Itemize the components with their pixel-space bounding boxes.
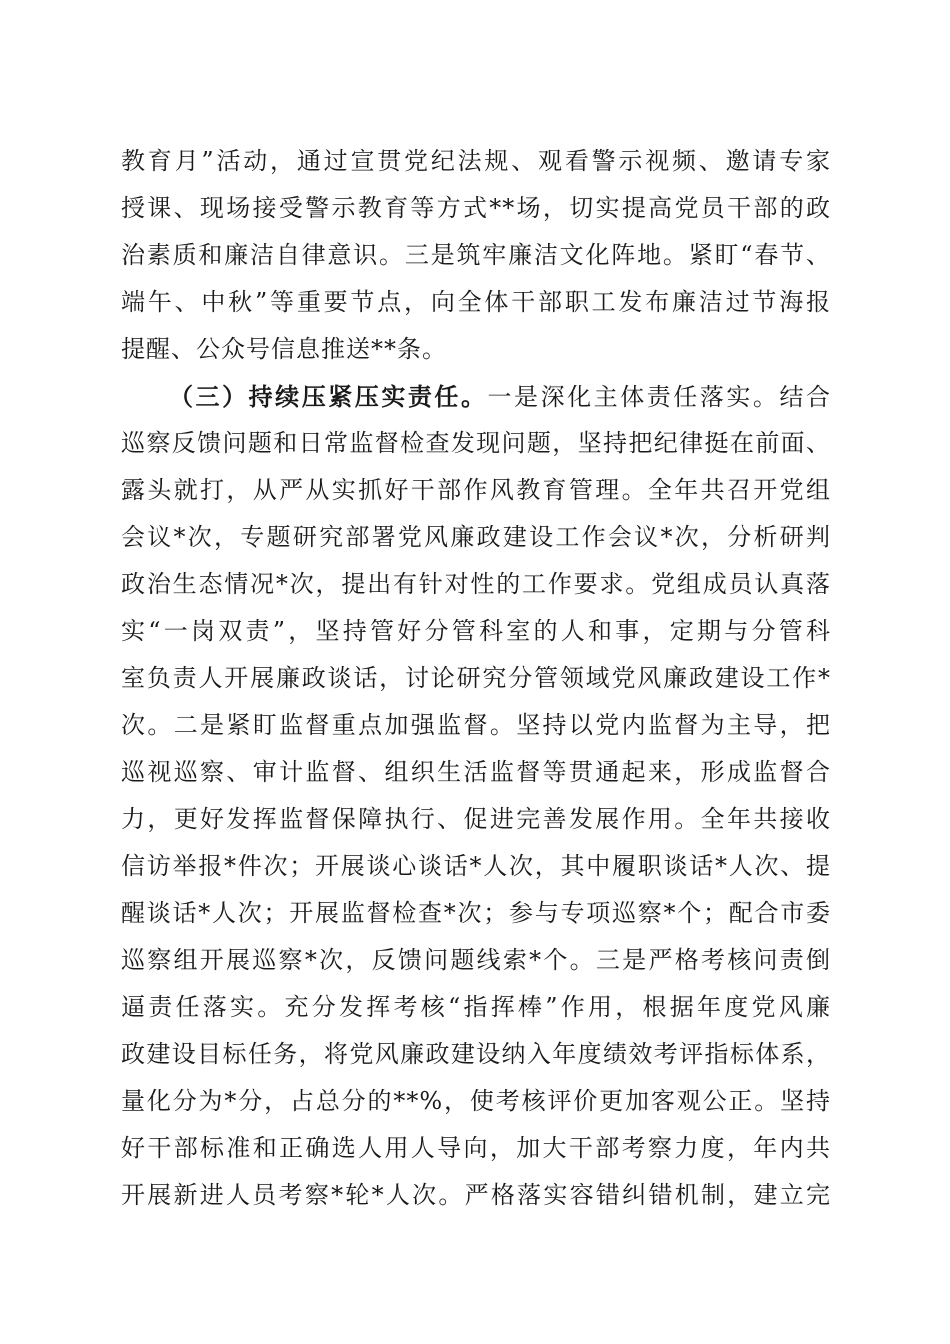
paragraph-1: [121, 138, 831, 373]
text-line: 露头就打，从严从实抓好干部作风教育管理。全年共召开党组: [121, 476, 831, 504]
text-line: 巡察反馈问题和日常监督检查发现问题，坚持把纪律挺在前面、: [121, 429, 831, 457]
text-line: 开展新进人员考察*轮*人次。严格落实容错纠错机制，建立完: [121, 1181, 831, 1209]
text-line: 治素质和廉洁自律意识。三是筑牢廉洁文化阵地。紧盯“春节、: [121, 241, 831, 269]
text-line: 力，更好发挥监督保障执行、促进完善发展作用。全年共接收: [121, 805, 831, 833]
text-line: 提醒、公众号信息推送**条。: [121, 335, 447, 363]
text-line: 巡察组开展巡察*次，反馈问题线索*个。三是严格考核问责倒: [121, 946, 831, 974]
text-line: 会议*次，专题研究部署党风廉政建设工作会议*次，分析研判: [121, 523, 831, 551]
text-run: 一是深化主体责任落实。结合: [487, 383, 831, 411]
text-line: 次。二是紧盯监督重点加强监督。坚持以党内监督为主导，把: [121, 711, 831, 739]
text-line: 教育月”活动，通过宣贯党纪法规、观看警示视频、邀请专家: [121, 147, 831, 175]
text-line: 量化分为*分，占总分的**%，使考核评价更加客观公正。坚持: [121, 1087, 831, 1115]
text-line: 实“一岗双责”，坚持管好分管科室的人和事，定期与分管科: [121, 617, 831, 645]
text-line: 政建设目标任务，将党风廉政建设纳入年度绩效考评指标体系，: [121, 1040, 831, 1068]
text-line: 信访举报*件次；开展谈心谈话*人次，其中履职谈话*人次、提: [121, 852, 831, 880]
text-line: 醒谈话*人次；开展监督检查*次；参与专项巡察*个；配合市委: [121, 899, 831, 927]
section-heading: （三）持续压紧压实责任。: [169, 382, 488, 411]
text-line: 授课、现场接受警示教育等方式**场，切实提高党员干部的政: [121, 194, 831, 222]
text-line: 政治生态情况*次，提出有针对性的工作要求。党组成员认真落: [121, 570, 831, 598]
text-line: 巡视巡察、审计监督、组织生活监督等贯通起来，形成监督合: [121, 758, 831, 786]
document-body: [121, 138, 831, 1219]
paragraph-2: [121, 373, 831, 1219]
text-line: 逼责任落实。充分发挥考核“指挥棒”作用，根据年度党风廉: [121, 993, 831, 1021]
text-line: 好干部标准和正确选人用人导向，加大干部考察力度，年内共: [121, 1134, 831, 1162]
text-line: 端午、中秋”等重要节点，向全体干部职工发布廉洁过节海报: [121, 288, 831, 316]
text-line: 室负责人开展廉政谈话，讨论研究分管领域党风廉政建设工作*: [121, 664, 831, 692]
paragraph-first-line: [121, 373, 831, 420]
